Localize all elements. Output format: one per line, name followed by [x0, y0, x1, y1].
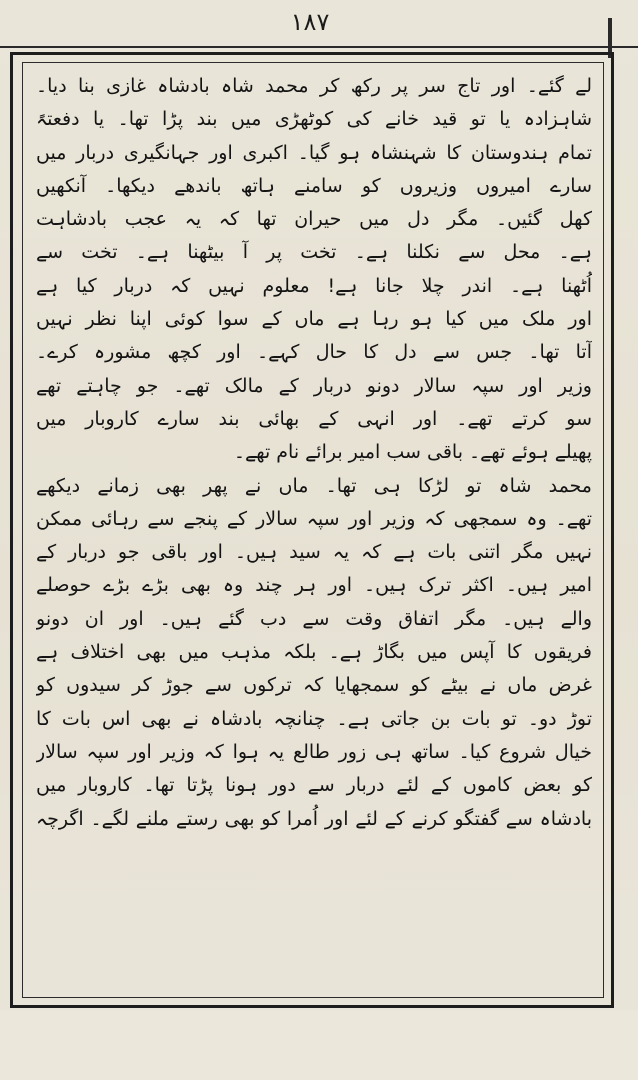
- text-line-3: تمام ہندوستان کا شہنشاہ ہو گیا۔ اکبری اور جہانگیری دربار میں: [36, 141, 592, 164]
- text-line-16: امیر ہیں۔ اکثر ترک ہیں۔ اور ہر چند وہ بھی بڑے بڑے حوصلے: [36, 574, 592, 597]
- text-line-15: نہیں مگر اتنی بات ہے کہ یہ سید ہیں۔ اور باقی جو دربار کے: [36, 541, 592, 564]
- text-line-7: اُٹھنا ہے۔ اندر چلا جانا ہے! معلوم نہیں کہ دربار کیا ہے: [36, 274, 592, 297]
- text-body: [36, 70, 592, 990]
- text-line-21: خیال شروع کیا۔ ساتھ ہی زور طالع یہ ہوا کہ وزیر اور سپہ سالار: [36, 740, 592, 763]
- text-line-22: کو بعض کاموں کے لئے دربار سے دور ہونا پڑتا تھا۔ کاروبار میں: [36, 774, 592, 797]
- text-line-6: ہے۔ محل سے نکلنا ہے۔ تخت پر آ بیٹھنا ہے۔ تخت سے: [36, 241, 592, 264]
- text-line-12: پھیلے ہوئے تھے۔ باقی سب امیر برائے نام تھے۔: [233, 441, 592, 464]
- text-line-14: تھے۔ وہ سمجھی کہ وزیر اور سپہ سالار کے پنجے سے رہائی ممکن: [36, 507, 592, 530]
- bottom-margin: [0, 1010, 638, 1080]
- text-line-1: لے گئے۔ اور تاج سر پر رکھ کر محمد شاہ بادشاہ غازی بنا دیا۔: [36, 75, 592, 97]
- text-line-19: غرض ماں نے بیٹے کو سمجھایا کہ ترکوں سے جوڑ کر سیدوں کو: [36, 674, 592, 697]
- text-line-23: بادشاہ سے گفتگو کرنے کے لئے اور اُمرا کو بھی رستے ملنے لگے۔ اگرچہ: [36, 807, 592, 830]
- text-line-17: والے ہیں۔ مگر اتفاق وقت سے دب گئے ہیں۔ اور ان دونو: [36, 607, 592, 630]
- text-line-9: آتا تھا۔ جس سے دل کا حال کہے۔ اور کچھ مشورہ کرے۔: [36, 341, 592, 364]
- text-line-5: کھل گئیں۔ مگر دل میں حیران تھا کہ یہ عجب بادشاہت: [36, 208, 592, 231]
- top-rule: [0, 46, 638, 48]
- text-line-8: اور ملک میں کیا ہو رہا ہے ماں کے سوا کوئی اپنا نظر نہیں: [36, 308, 592, 331]
- text-line-4: سارے امیروں وزیروں کو سامنے ہاتھ باندھے دیکھا۔ آنکھیں: [36, 174, 592, 197]
- text-line-10: وزیر اور سپہ سالار دونو دربار کے مالک تھے۔ جو چاہتے تھے: [36, 374, 592, 397]
- text-line-2: شاہزادہ یا تو قید خانے کی کوٹھڑی میں بند پڑا تھا۔ یا دفعتہً: [36, 108, 592, 131]
- text-line-11: سو کرتے تھے۔ اور انہی کے بھائی بند سارے کاروبار میں: [36, 407, 592, 430]
- page-number: ۱۸۷: [290, 8, 330, 36]
- text-line-20: توڑ دو۔ تو بات بن جاتی ہے۔ چنانچہ بادشاہ نے بھی اس بات کا: [36, 707, 592, 730]
- text-line-13: محمد شاہ تو لڑکا ہی تھا۔ ماں نے پھر بھی زمانے دیکھے: [36, 474, 592, 497]
- text-line-18: فریقوں کا آپس میں بگاڑ ہے۔ بلکہ مذہب میں بھی اختلاف ہے: [36, 641, 592, 664]
